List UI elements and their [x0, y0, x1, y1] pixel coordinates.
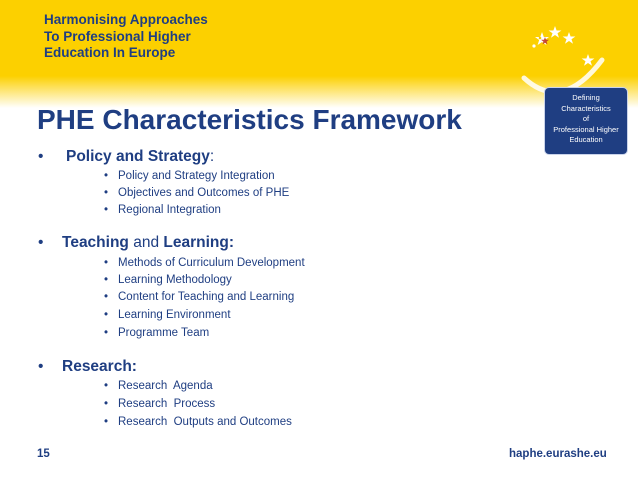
- item-bullet: •: [104, 327, 109, 339]
- badge-line-4: Professional Higher: [553, 124, 619, 134]
- list-item: [104, 257, 305, 269]
- item-bullet: •: [104, 380, 109, 392]
- section-research: [38, 358, 137, 376]
- list-item: [104, 380, 213, 392]
- badge-line-3: of: [582, 114, 590, 123]
- list-item: [104, 170, 275, 182]
- section-bullet: •: [38, 358, 44, 375]
- list-item-label: Research Outputs and Outcomes: [118, 416, 292, 428]
- brand-line-2: To Professional Higher: [44, 28, 191, 44]
- section-heading-part: Research:: [62, 358, 137, 375]
- section-heading-part: Learning:: [163, 234, 234, 251]
- item-bullet: •: [104, 204, 109, 216]
- brand-title: [44, 12, 208, 62]
- list-item: [104, 309, 231, 321]
- list-item-label: Regional Integration: [118, 204, 221, 216]
- list-item-label: Content for Teaching and Learning: [118, 291, 295, 303]
- list-item-label: Policy and Strategy Integration: [118, 170, 275, 182]
- badge-line-5: Education: [569, 135, 603, 144]
- item-bullet: •: [104, 187, 109, 199]
- list-item-label: Programme Team: [118, 327, 210, 339]
- section-heading-part: Policy and Strategy: [66, 148, 210, 165]
- list-item: [104, 291, 294, 303]
- section-policy-and-strategy: [38, 148, 214, 166]
- list-item-label: Objectives and Outcomes of PHE: [118, 187, 290, 199]
- item-bullet: •: [104, 274, 109, 286]
- brand-line-1: Harmonising Approaches: [44, 12, 208, 27]
- brand-line-3: Education In Europe: [44, 45, 176, 60]
- list-item-label: Methods of Curriculum Development: [118, 257, 305, 269]
- section-heading-part: and: [128, 234, 164, 251]
- list-item-label: Learning Methodology: [118, 274, 232, 286]
- defining-characteristics-badge: [544, 87, 628, 155]
- list-item: [104, 187, 289, 199]
- list-item-label: Research Process: [118, 398, 216, 410]
- section-bullet: •: [38, 148, 44, 165]
- list-item: [104, 416, 292, 428]
- section-heading-part: Teaching: [62, 234, 129, 251]
- item-bullet: •: [104, 309, 109, 321]
- list-item: [104, 327, 209, 339]
- eu-stars-icon: [512, 18, 612, 98]
- item-bullet: •: [104, 257, 109, 269]
- item-bullet: •: [104, 291, 109, 303]
- list-item-label: Learning Environment: [118, 309, 231, 321]
- slide-title: PHE Characteristics Framework: [37, 104, 462, 135]
- item-bullet: •: [104, 416, 109, 428]
- page-number: 15: [37, 448, 50, 460]
- item-bullet: •: [104, 398, 109, 410]
- section-bullet: •: [38, 234, 44, 251]
- list-item: [104, 398, 215, 410]
- section-teaching-and-learning: [38, 234, 234, 252]
- section-heading-part: :: [209, 148, 215, 165]
- list-item: [104, 274, 232, 286]
- item-bullet: •: [104, 170, 109, 182]
- list-item-label: Research Agenda: [118, 380, 213, 392]
- badge-line-2: Characteristics: [561, 103, 611, 113]
- list-item: [104, 204, 221, 216]
- badge-line-1: Defining: [572, 93, 600, 102]
- footer-url-link[interactable]: haphe.eurashe.eu: [509, 448, 607, 460]
